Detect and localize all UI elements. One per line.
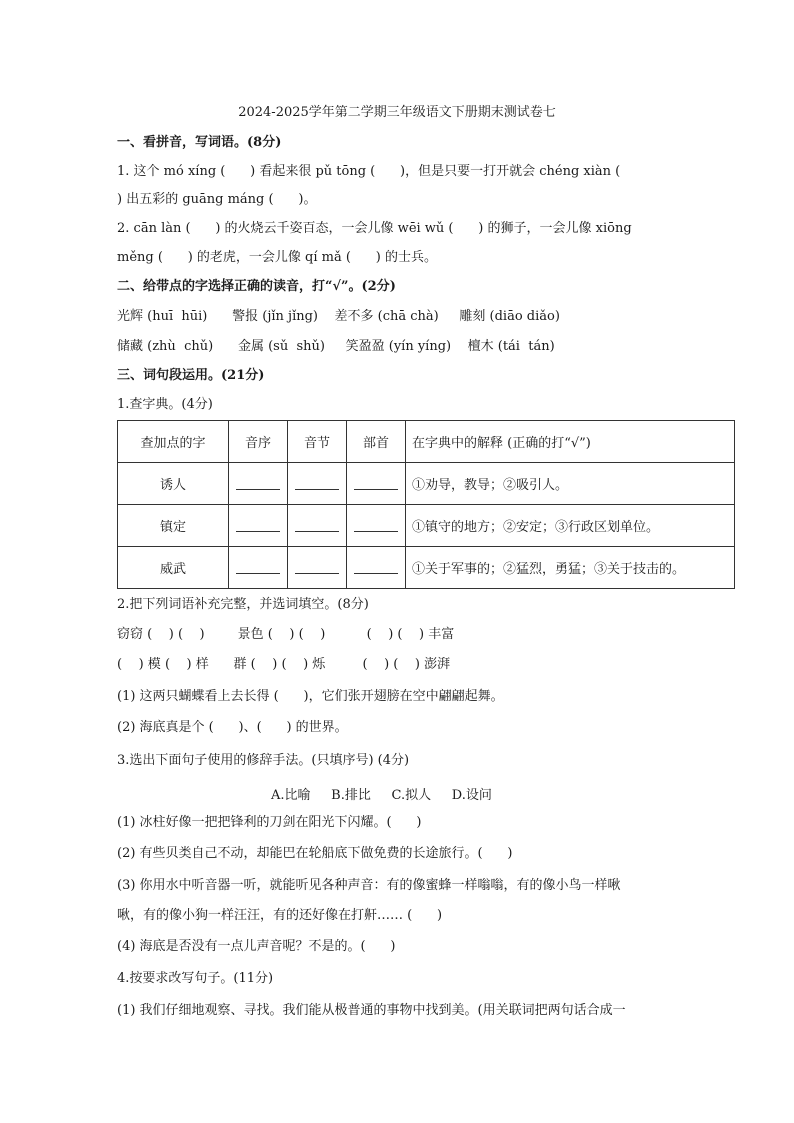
table-cell-char: 威武 (118, 547, 229, 589)
section1-line3: 2. cān làn ( ) 的火烧云千姿百态，一会儿像 wēi wǔ ( ) 的狮子，一会儿像 xiōng (117, 221, 632, 236)
answer-blank[interactable] (347, 547, 406, 589)
table-row (118, 463, 735, 505)
table-row (118, 505, 735, 547)
dictionary-table (117, 420, 735, 589)
section1-heading: 一、看拼音，写词语。(8分) (117, 135, 282, 150)
answer-blank[interactable] (229, 505, 288, 547)
answer-blank[interactable] (288, 547, 347, 589)
rewrite-sentence-1: (1) 我们仔细地观察、寻找。我们能从极普通的事物中找到美。(用关联词把两句话合成一 (117, 1003, 626, 1018)
table-cell-char: 诱人 (118, 463, 229, 505)
question-2-title: 2.把下列词语补充完整，并选词填空。(8分) (117, 597, 369, 612)
table-cell-char: 镇定 (118, 505, 229, 547)
section1-line4: měng ( ) 的老虎，一会儿像 qí mǎ ( ) 的士兵。 (117, 250, 437, 265)
answer-blank[interactable] (229, 547, 288, 589)
section1-line2: ) 出五彩的 guāng máng ( )。 (117, 192, 317, 207)
question-4-title: 4.按要求改写句子。(11分) (117, 971, 274, 986)
table-header: 部首 (347, 421, 406, 463)
section2-heading: 二、给带点的字选择正确的读音，打“√”。(2分) (117, 279, 396, 294)
rhetoric-options: A.比喻 B.排比 C.拟人 D.设问 (271, 788, 492, 803)
table-cell-explain: ①关于军事的；②猛烈，勇猛；③关于技击的。 (406, 547, 735, 589)
question-1-title: 1.查字典。(4分) (117, 397, 213, 412)
answer-blank[interactable] (347, 463, 406, 505)
table-header: 音序 (229, 421, 288, 463)
exam-title: 2024-2025学年第二学期三年级语文下册期末测试卷七 (238, 105, 556, 120)
pronunciation-row-1: 光辉 (huī hūi) 警报 (jǐn jǐng) 差不多 (chā chà) 雕刻 (diāo diǎo) (117, 309, 560, 324)
rhetoric-sentence-4: (4) 海底是否没有一点儿声音呢？不是的。( ) (117, 939, 396, 954)
fill-sentence-2: (2) 海底真是个 ( )、( ) 的世界。 (117, 720, 348, 735)
answer-blank[interactable] (229, 463, 288, 505)
table-header: 查加点的字 (118, 421, 229, 463)
table-cell-explain: ①镇守的地方；②安定；③行政区划单位。 (406, 505, 735, 547)
section1-line1: 1. 这个 mó xíng ( ) 看起来很 pǔ tōng ( )，但是只要一打开就会 chéng xiàn ( (117, 164, 621, 179)
fill-sentence-1: (1) 这两只蝴蝶看上去长得 ( )，它们张开翅膀在空中翩翩起舞。 (117, 689, 504, 704)
answer-blank[interactable] (347, 505, 406, 547)
rhetoric-sentence-1: (1) 冰柱好像一把把锋利的刀剑在阳光下闪耀。( ) (117, 815, 422, 830)
table-header-row (118, 421, 735, 463)
rhetoric-sentence-2: (2) 有些贝类自己不动，却能巴在轮船底下做免费的长途旅行。( ) (117, 846, 513, 861)
table-cell-explain: ①劝导，教导；②吸引人。 (406, 463, 735, 505)
rhetoric-sentence-3a: (3) 你用水中听音器一听，就能听见各种声音：有的像蜜蜂一样嗡嗡，有的像小鸟一样啾 (117, 878, 621, 893)
rhetoric-sentence-3b: 啾，有的像小狗一样汪汪，有的还好像在打鼾…… ( ) (117, 908, 443, 923)
table-row (118, 547, 735, 589)
section3-heading: 三、词句段运用。(21分) (117, 368, 265, 383)
answer-blank[interactable] (288, 463, 347, 505)
word-fill-row-1: 窃窃 ( ) ( ) 景色 ( ) ( ) ( ) ( ) 丰富 (117, 627, 455, 642)
table-header: 音节 (288, 421, 347, 463)
pronunciation-row-2: 储藏 (zhù chǔ) 金属 (sǔ shǔ) 笑盈盈 (yín yíng) 檀木 (tái tán) (117, 339, 555, 354)
word-fill-row-2: ( ) 模 ( ) 样 群 ( ) ( ) 烁 ( ) ( ) 澎湃 (117, 657, 451, 672)
answer-blank[interactable] (288, 505, 347, 547)
question-3-title: 3.选出下面句子使用的修辞手法。(只填序号) (4分) (117, 753, 410, 768)
table-header: 在字典中的解释 (正确的打“√”) (406, 421, 735, 463)
